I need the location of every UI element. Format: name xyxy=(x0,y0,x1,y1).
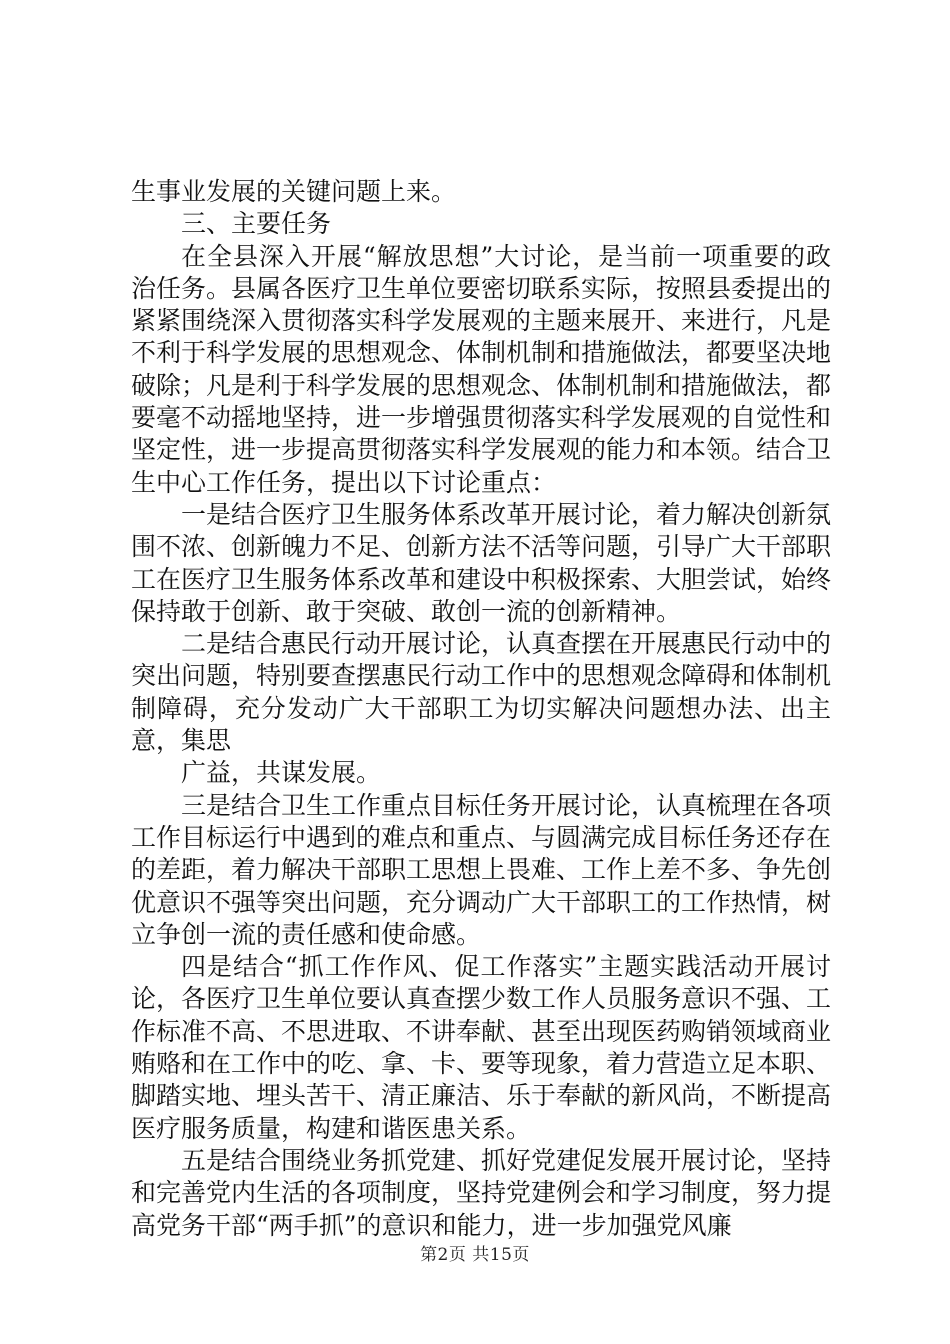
paragraph-intro: 在全县深入开展“解放思想”大讨论，是当前一项重要的政治任务。县属各医疗卫生单位要密切联系实际，按照县委提出的紧紧围绕深入贯彻落实科学发展观的主题来展开、来进行，凡是不利于科学发展的思想观念、体制机制和措施做法，都要坚决地破除；凡是利于科学发展的思想观念、体制机制和措施做法，都要毫不动摇地坚持，进一步增强贯彻落实科学发展观的自觉性和坚定性，进一步提高贯彻落实科学发展观的能力和本领。结合卫生中心工作任务，提出以下讨论重点： xyxy=(131,241,832,497)
document-body xyxy=(131,176,831,1242)
paragraph-point-two-tail: 广益，共谋发展。 xyxy=(181,758,382,788)
section-heading-main-tasks: 三、主要任务 xyxy=(181,209,332,239)
paragraph-point-four: 四是结合“抓工作作风、促工作落实”主题实践活动开展讨论，各医疗卫生单位要认真查摆少数工作人员服务意识不强、工作标准不高、不思进取、不讲奉献、甚至出现医药购销领域商业贿赂和在工作中的吃、拿、卡、要等现象，着力营造立足本职、脚踏实地、埋头苦干、清正廉洁、乐于奉献的新风尚，不断提高医疗服务质量，构建和谐医患关系。 xyxy=(131,952,832,1143)
paragraph-point-three: 三是结合卫生工作重点目标任务开展讨论，认真梳理在各项工作目标运行中遇到的难点和重点、与圆满完成目标任务还存在的差距，着力解决干部职工思想上畏难、工作上差不多、争先创优意识不强等突出问题，充分调动广大干部职工的工作热情，树立争创一流的责任感和使命感。 xyxy=(131,790,832,949)
paragraph-point-five: 五是结合围绕业务抓党建、抓好党建促发展开展讨论，坚持和完善党内生活的各项制度，坚持党建例会和学习制度，努力提高党务干部“两手抓”的意识和能力，进一步加强党风廉 xyxy=(131,1145,832,1240)
page-number-footer: 第2页 共15页 xyxy=(420,1245,530,1265)
paragraph-point-one: 一是结合医疗卫生服务体系改革开展讨论，着力解决创新氛围不浓、创新魄力不足、创新方法不活等问题，引导广大干部职工在医疗卫生服务体系改革和建设中积极探索、大胆尝试，始终保持敢于创新、敢于突破、敢创一流的创新精神。 xyxy=(131,499,832,626)
paragraph-point-two: 二是结合惠民行动开展讨论，认真查摆在开展惠民行动中的突出问题，特别要查摆惠民行动工作中的思想观念障碍和体制机制障碍，充分发动广大干部职工为切实解决问题想办法、出主意，集思 xyxy=(131,629,832,756)
paragraph-continuation: 生事业发展的关键问题上来。 xyxy=(131,177,457,206)
